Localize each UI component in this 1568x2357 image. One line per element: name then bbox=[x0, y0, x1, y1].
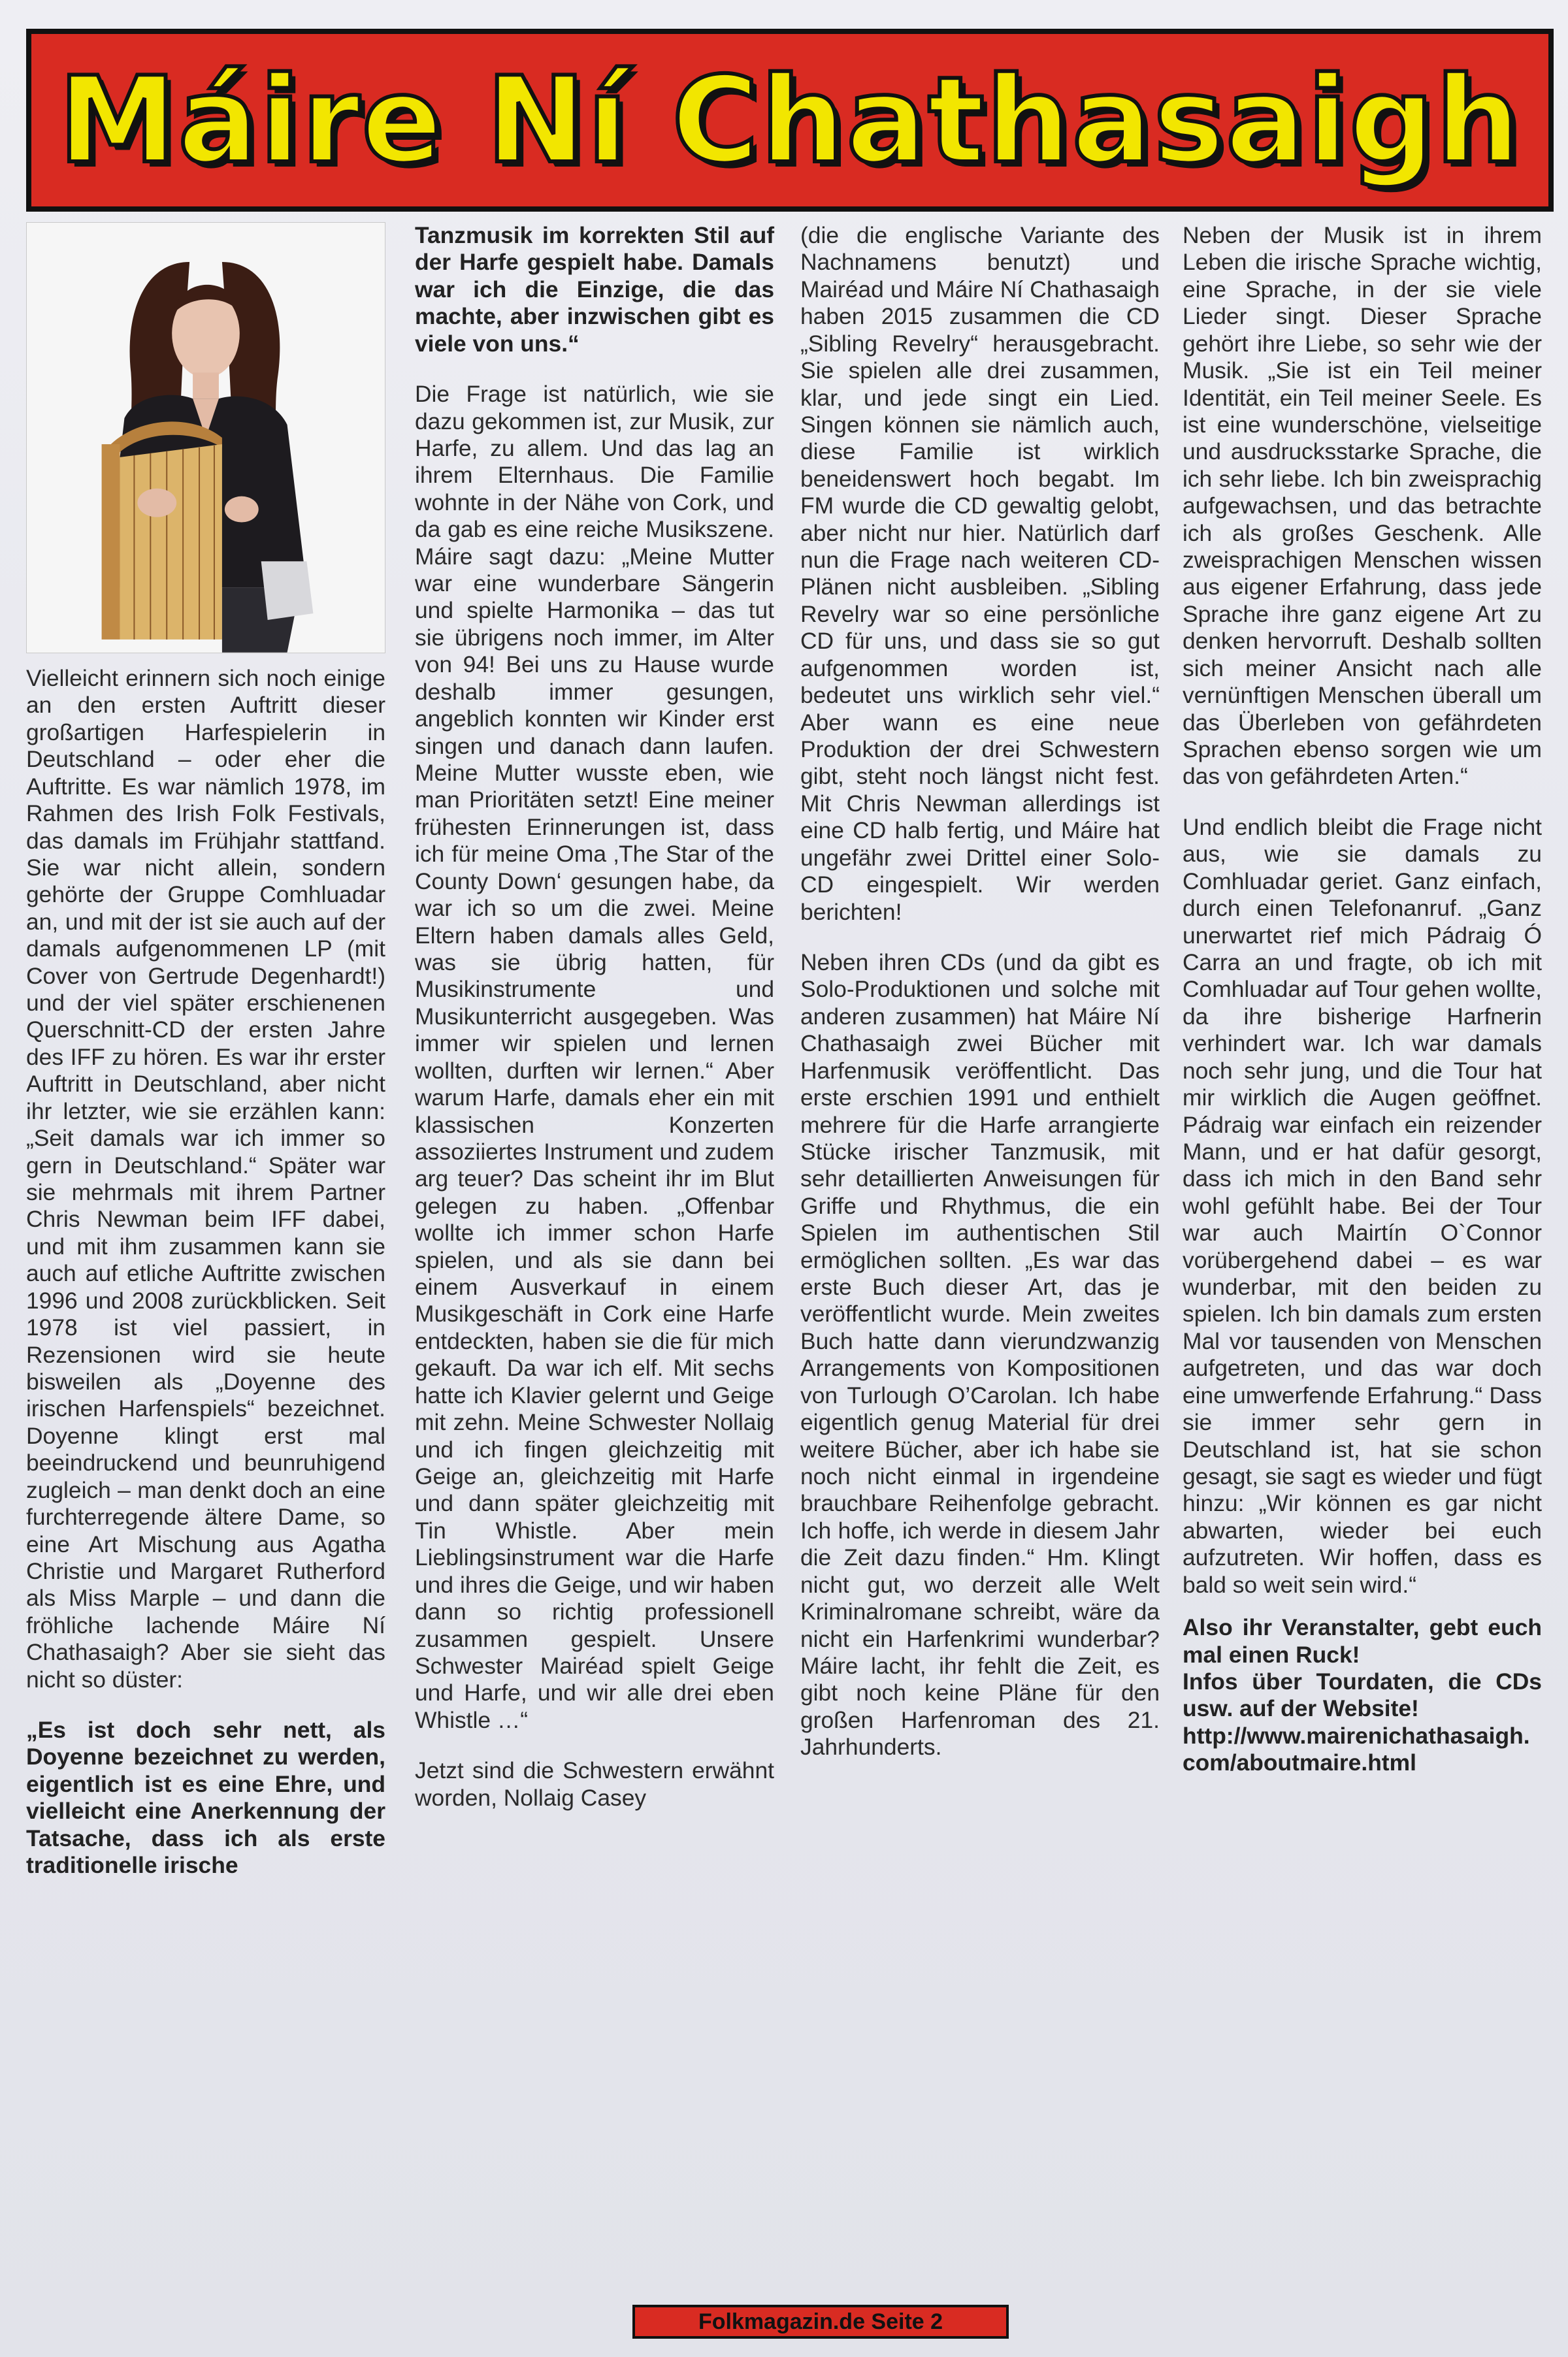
paragraph-family: Die Frage ist natürlich, wie sie dazu gekommen ist, zur Musik, zur Harfe, zu allem. Und das lag an ihrem Elternhaus. Die Familie wohnte in der Nähe von Cork, und da gab es eine reiche Musikszene. Máire sagt dazu: „Meine Mutter war eine wunderbare Sängerin und spielte Harmonika – das tut sie übrigens noch immer, im Alter von 94! Bei uns zu Hause wurde deshalb immer gesungen, angeblich konnten wir Kinder erst singen und danach dann laufen. Meine Mutter wusste eben, wie man Prioritäten setzt! Eine meiner frühesten Erinnerungen ist, dass ich für meine Oma ‚The Star of the County Down‘ gesungen habe, da war ich so um die zwei. Meine Eltern haben damals alles Geld, was sie übrig hatten, für Musikinstrumente und Musikunterricht ausgegeben. Was immer wir spielen und lernen wollten, durften wir lernen.“ Aber warum Harfe, damals eher ein mit klassischen Konzerten assoziiertes Instrument und zudem arg teuer? Das scheint ihr im Blut gelegen zu haben. „Offenbar wollte ich immer schon Harfe spielen, und als sie dann bei einem Ausverkauf in einem Musikgeschäft in Cork eine Harfe entdeckten, haben sie die für mich gekauft. Da war ich elf. Mit sechs hatte ich Klavier gelernt und Geige mit zehn. Meine Schwester Nollaig und ich fingen gleichzeitig mit Geige an, gleichzeitig mit Harfe und dann später gleichzeitig mit Tin Whistle. Aber mein Lieblingsinstrument war die Harfe und ihres die Geige, und wir haben dann so richtig professionell zusammen gespielt. Unsere Schwester Mairéad spielt Geige und Harfe, und wir alle drei eben Whistle …“ bbox=[415, 381, 774, 1733]
article-column-1 bbox=[26, 222, 385, 1903]
harpist-illustration bbox=[27, 223, 385, 653]
paragraph-intro: Vielleicht erinnern sich noch einige an den ersten Auftritt dieser großartigen Harfespielerin in Deutschland – oder eher die Auftritte. Es war nämlich 1978, im Rahmen des Irish Folk Festivals, das damals im Frühjahr stattfand. Sie war nicht allein, sondern gehörte der Gruppe Comhluadar an, und mit der ist sie auch auf der damals aufgenommenen LP (mit Cover von Gertrude Degenhardt!) und der viel später erschienenen Querschnitt-CD der ersten Jahre des IFF zu hören. Es war ihr erster Auftritt in Deutschland, aber nicht ihr letzter, wie sie erzählen kann: „Seit damals war ich immer so gern in Deutschland.“ Später war sie mehrmals mit ihrem Partner Chris Newman beim IFF dabei, und mit ihm zusammen kann sie auch auf etliche Auftritte zwischen 1996 und 2008 zurückblicken. Seit 1978 ist viel passiert, in Rezensionen wird sie heute bisweilen als „Doyenne des irischen Harfenspiels“ bezeichnet. Doyenne klingt erst mal beeindruckend und beunruhigend zugleich – man denkt doch an eine furchterregende ältere Dame, so eine Art Mischung aus Agatha Christie und Margaret Rutherford als Miss Marple – und dann die fröhliche lachende Máire Ní Chathasaigh? Aber sie sieht das nicht so düster: bbox=[26, 665, 385, 1693]
pull-quote-start: „Es ist doch sehr nett, als Doyenne bezeichnet zu werden, eigentlich ist es eine Ehre, und vielleicht eine Anerkennung der Tatsache, dass ich als erste traditionelle irische bbox=[26, 1717, 385, 1879]
page-title: Máire Ní Chathasaigh bbox=[58, 51, 1522, 189]
footer-label: Folkmagazin.de Seite 2 bbox=[698, 2309, 943, 2334]
callout-info: Infos über Tourdaten, die CDs usw. auf der Website! bbox=[1183, 1668, 1542, 1722]
page-footer bbox=[632, 2305, 1009, 2339]
paragraph-comhluadar: Und endlich bleibt die Frage nicht aus, wie sie damals zu Comhluadar geriet. Ganz einfach, durch einen Telefonanruf. „Ganz unerwartet rief mich Pádraig Ó Carra an und fragte, ob ich mit Comhluadar auf Tour gehen wollte, da ihre bisherige Harfnerin verhindert war. Ich war damals noch sehr jung, und die Tour hat mir wirklich die Augen geöffnet. Pádraig war einfach ein reizender Mann, und er hat dafür gesorgt, dass ich mich in den Band sehr wohl gefühlt habe. Bei der Tour war auch Mairtín O`Connor vorübergehend dabei – es war wunderbar, mit den beiden zu spielen. Ich bin damals zum ersten Mal vor tausenden von Menschen aufgetreten, und das war doch eine umwerfende Erfahrung.“ Dass sie immer sehr gern in Deutschland ist, hat sie schon gesagt, sie sagt es wieder und fügt hinzu: „Wir können es gar nicht abwarten, wieder bei euch aufzutreten. Wir hoffen, dass es bald so weit sein wird.“ bbox=[1183, 813, 1542, 1598]
paragraph-books: Neben ihren CDs (und da gibt es Solo-Produktionen und solche mit anderen zusammen) hat Máire Ní Chathasaigh zwei Bücher mit Harfenmusik veröffentlicht. Das erste erschien 1991 und enthielt mehrere für die Harfe arrangierte Stücke irischer Tanzmusik, mit sehr detaillierten Anweisungen für Griffe und Rhythmus, die ein Spielen im authentischen Stil ermöglichen sollten. „Es war das erste Buch dieser Art, das je veröffentlicht wurde. Mein zweites Buch hatte dann vierundzwanzig Arrangements von Kompositionen von Turlough O’Carolan. Ich habe eigentlich genug Material für drei weitere Bücher, aber ich habe sie noch nicht einmal in irgendeine brauchbare Reihenfolge gebracht. Ich hoffe, ich werde in diesem Jahr die Zeit dazu finden.“ Hm. Klingt nicht gut, wo derzeit alle Welt Kriminalromane schreibt, wäre da nicht ein Harfenkrimi wunderbar? Máire lacht, ihr fehlt die Zeit, es gibt noch keine Pläne für den großen Harfenroman des 21. Jahrhunderts. bbox=[800, 949, 1160, 1761]
article-column-3 bbox=[800, 222, 1160, 1785]
article-column-4 bbox=[1183, 222, 1542, 1800]
pull-quote-end: Tanzmusik im korrekten Stil auf der Harfe gespielt habe. Damals war ich die Einzige, die das machte, aber inzwischen gibt es viele von uns.“ bbox=[415, 222, 774, 357]
callout-organizers: Also ihr Veranstalter, gebt euch mal einen Ruck! bbox=[1183, 1614, 1542, 1668]
harpist-photo bbox=[26, 222, 385, 653]
paragraph-sisters: Jetzt sind die Schwestern erwähnt worden, Nollaig Casey bbox=[415, 1757, 774, 1811]
article-column-2 bbox=[415, 222, 774, 1835]
paragraph-sibling-revelry: (die die englische Variante des Nachnamens benutzt) und Mairéad und Máire Ní Chathasaigh haben 2015 zusammen die CD „Sibling Revelry“ herausgebracht. Sie spielen alle drei zusammen, klar, und jede singt ein Lied. Singen können sie nämlich auch, diese Familie ist wirklich beneidenswert hoch begabt. Im FM wurde die CD gewaltig gelobt, aber nicht nur hier. Natürlich darf nun die Frage nach weiteren CD-Plänen nicht ausbleiben. „Sibling Revelry war so eine persönliche CD für uns, und dass sie so gut aufgenommen worden ist, bedeutet uns wirklich sehr viel.“ Aber wann es eine neue Produktion der drei Schwestern gibt, steht noch längst nicht fest. Mit Chris Newman allerdings ist eine CD halb fertig, und Máire hat ungefähr zwei Drittel einer Solo-CD eingespielt. Wir werden berichten! bbox=[800, 222, 1160, 925]
title-banner bbox=[26, 29, 1554, 212]
paragraph-language: Neben der Musik ist in ihrem Leben die irische Sprache wichtig, eine Sprache, in der sie viele Lieder singt. Dieser Sprache gehört ihre Liebe, so sehr wie der Musik. „Sie ist ein Teil meiner Identität, ein Teil meiner Seele. Es ist eine wunderschöne, vielseitige und ausdrucksstarke Sprache, die ich sehr liebe. Ich bin zweisprachig aufgewachsen, und das betrachte ich als großes Geschenk. Alle zweisprachigen Menschen wissen aus eigener Erfahrung, dass jede Sprache ihre ganz eigene Art zu denken hervorruft. Deshalb sollten sich meiner Ansicht nach alle vernünftigen Menschen überall um das Überleben von gefährdeten Sprachen ebenso sorgen wie um das von gefährdeten Arten.“ bbox=[1183, 222, 1542, 790]
website-link[interactable]: http://www.mairenichathasaigh.com/aboutmaire.html bbox=[1183, 1722, 1530, 1776]
